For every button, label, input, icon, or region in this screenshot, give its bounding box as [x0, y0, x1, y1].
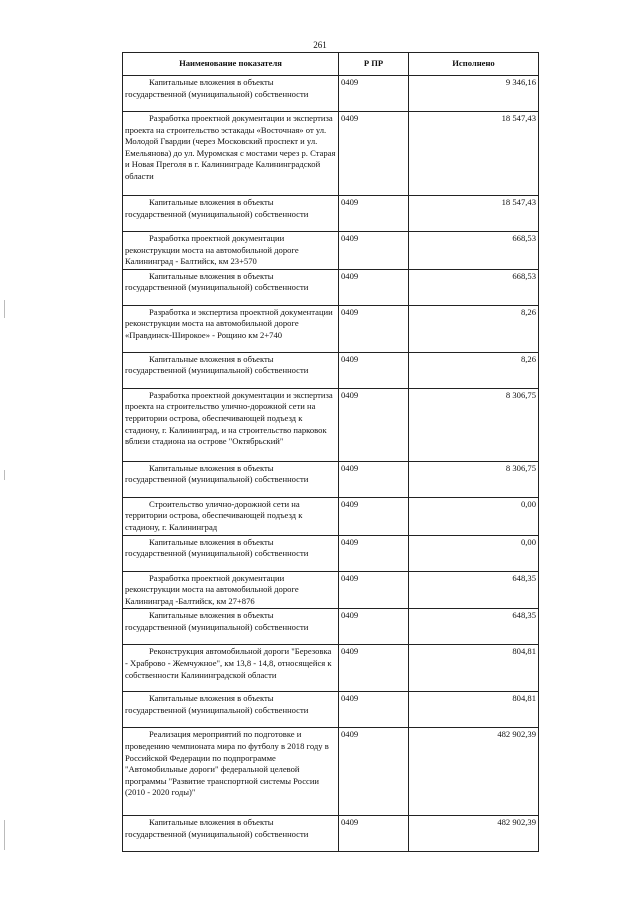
section-code-cell: 0409: [339, 728, 409, 816]
executed-amount-cell: 9 346,16: [409, 76, 539, 112]
indicator-name-cell: Реализация мероприятий по подготовке и проведению чемпионата мира по футболу в 2018 году в Российской Федерации по подпрограмме "Автомобильные дороги" федеральной целевой программы "Развитие транспортной системы России (2010 - 2020 годы)": [123, 728, 339, 816]
header-executed: Исполнено: [409, 53, 539, 76]
table-row: [123, 571, 539, 609]
section-code-cell: 0409: [339, 497, 409, 535]
table-row: [123, 388, 539, 461]
page-number: 261: [313, 40, 327, 50]
executed-amount-cell: 648,35: [409, 571, 539, 609]
table-row: [123, 645, 539, 692]
section-code-cell: 0409: [339, 692, 409, 728]
table-row: [123, 76, 539, 112]
indicator-name-cell: Капитальные вложения в объекты государственной (муниципальной) собственности: [123, 76, 339, 112]
executed-amount-cell: 18 547,43: [409, 196, 539, 232]
executed-amount-cell: 8 306,75: [409, 461, 539, 497]
indicator-name-cell: Капитальные вложения в объекты государственной (муниципальной) собственности: [123, 535, 339, 571]
executed-amount-cell: 482 902,39: [409, 728, 539, 816]
indicator-name-cell: Разработка проектной документации и экспертиза проекта на строительство улично-дорожной сети на территории острова, обеспечивающей подъезд к стадиону, г. Калининград, и на строительство парковок вблизи стадиона на острове "Октябрьский": [123, 388, 339, 461]
indicator-name-cell: Реконструкция автомобильной дороги "Березовка - Храброво - Жемчужное", км 13,8 - 14,8, относящейся к собственности Калининградской области: [123, 645, 339, 692]
indicator-name-cell: Капитальные вложения в объекты государственной (муниципальной) собственности: [123, 269, 339, 305]
indicator-name-cell: Капитальные вложения в объекты государственной (муниципальной) собственности: [123, 196, 339, 232]
executed-amount-cell: 8,26: [409, 352, 539, 388]
executed-amount-cell: 668,53: [409, 269, 539, 305]
indicator-name-cell: Разработка проектной документации реконструкции моста на автомобильной дороге Калининград - Балтийск, км 23+570: [123, 232, 339, 270]
section-code-cell: 0409: [339, 196, 409, 232]
table-row: [123, 232, 539, 270]
section-code-cell: 0409: [339, 816, 409, 852]
table-row: [123, 461, 539, 497]
table-row: [123, 497, 539, 535]
indicator-name-cell: Разработка проектной документации реконструкции моста на автомобильной дороге Калининград -Балтийск, км 27+876: [123, 571, 339, 609]
scan-margin-mark: [4, 300, 5, 318]
section-code-cell: 0409: [339, 645, 409, 692]
table-row: [123, 692, 539, 728]
indicator-name-cell: Капитальные вложения в объекты государственной (муниципальной) собственности: [123, 609, 339, 645]
executed-amount-cell: 0,00: [409, 497, 539, 535]
executed-amount-cell: 0,00: [409, 535, 539, 571]
table-row: [123, 269, 539, 305]
indicator-name-cell: Капитальные вложения в объекты государственной (муниципальной) собственности: [123, 816, 339, 852]
section-code-cell: 0409: [339, 269, 409, 305]
table-row: [123, 352, 539, 388]
executed-amount-cell: 482 902,39: [409, 816, 539, 852]
section-code-cell: 0409: [339, 232, 409, 270]
section-code-cell: 0409: [339, 76, 409, 112]
indicator-name-cell: Капитальные вложения в объекты государственной (муниципальной) собственности: [123, 461, 339, 497]
indicator-name-cell: Капитальные вложения в объекты государственной (муниципальной) собственности: [123, 692, 339, 728]
executed-amount-cell: 18 547,43: [409, 112, 539, 196]
header-section-code: Р ПР: [339, 53, 409, 76]
table-header-row: [123, 53, 539, 76]
section-code-cell: 0409: [339, 609, 409, 645]
budget-execution-table: [122, 52, 539, 852]
section-code-cell: 0409: [339, 461, 409, 497]
table-row: [123, 816, 539, 852]
section-code-cell: 0409: [339, 388, 409, 461]
indicator-name-cell: Разработка и экспертиза проектной документации реконструкции моста на автомобильной дороге «Правдинск-Широкое» - Рощино км 2+740: [123, 305, 339, 352]
scan-margin-mark: [4, 470, 5, 480]
table-row: [123, 609, 539, 645]
executed-amount-cell: 668,53: [409, 232, 539, 270]
executed-amount-cell: 804,81: [409, 645, 539, 692]
table-row: [123, 535, 539, 571]
executed-amount-cell: 8,26: [409, 305, 539, 352]
table-row: [123, 728, 539, 816]
section-code-cell: 0409: [339, 112, 409, 196]
scan-margin-mark: [4, 820, 5, 850]
section-code-cell: 0409: [339, 305, 409, 352]
table-row: [123, 305, 539, 352]
executed-amount-cell: 648,35: [409, 609, 539, 645]
indicator-name-cell: Капитальные вложения в объекты государственной (муниципальной) собственности: [123, 352, 339, 388]
executed-amount-cell: 8 306,75: [409, 388, 539, 461]
section-code-cell: 0409: [339, 535, 409, 571]
executed-amount-cell: 804,81: [409, 692, 539, 728]
section-code-cell: 0409: [339, 352, 409, 388]
table-row: [123, 112, 539, 196]
table-row: [123, 196, 539, 232]
section-code-cell: 0409: [339, 571, 409, 609]
indicator-name-cell: Строительство улично-дорожной сети на территории острова, обеспечивающей подъезд к стадиону, г. Калининград: [123, 497, 339, 535]
indicator-name-cell: Разработка проектной документации и экспертиза проекта на строительство эстакады «Восточная» от ул. Молодой Гвардии (через Московский проспект и ул. Емельянова) до ул. Муромская с мостами через р. Старая и Новая Преголя в г. Калининграде Калининградской области: [123, 112, 339, 196]
header-indicator-name: Наименование показателя: [123, 53, 339, 76]
